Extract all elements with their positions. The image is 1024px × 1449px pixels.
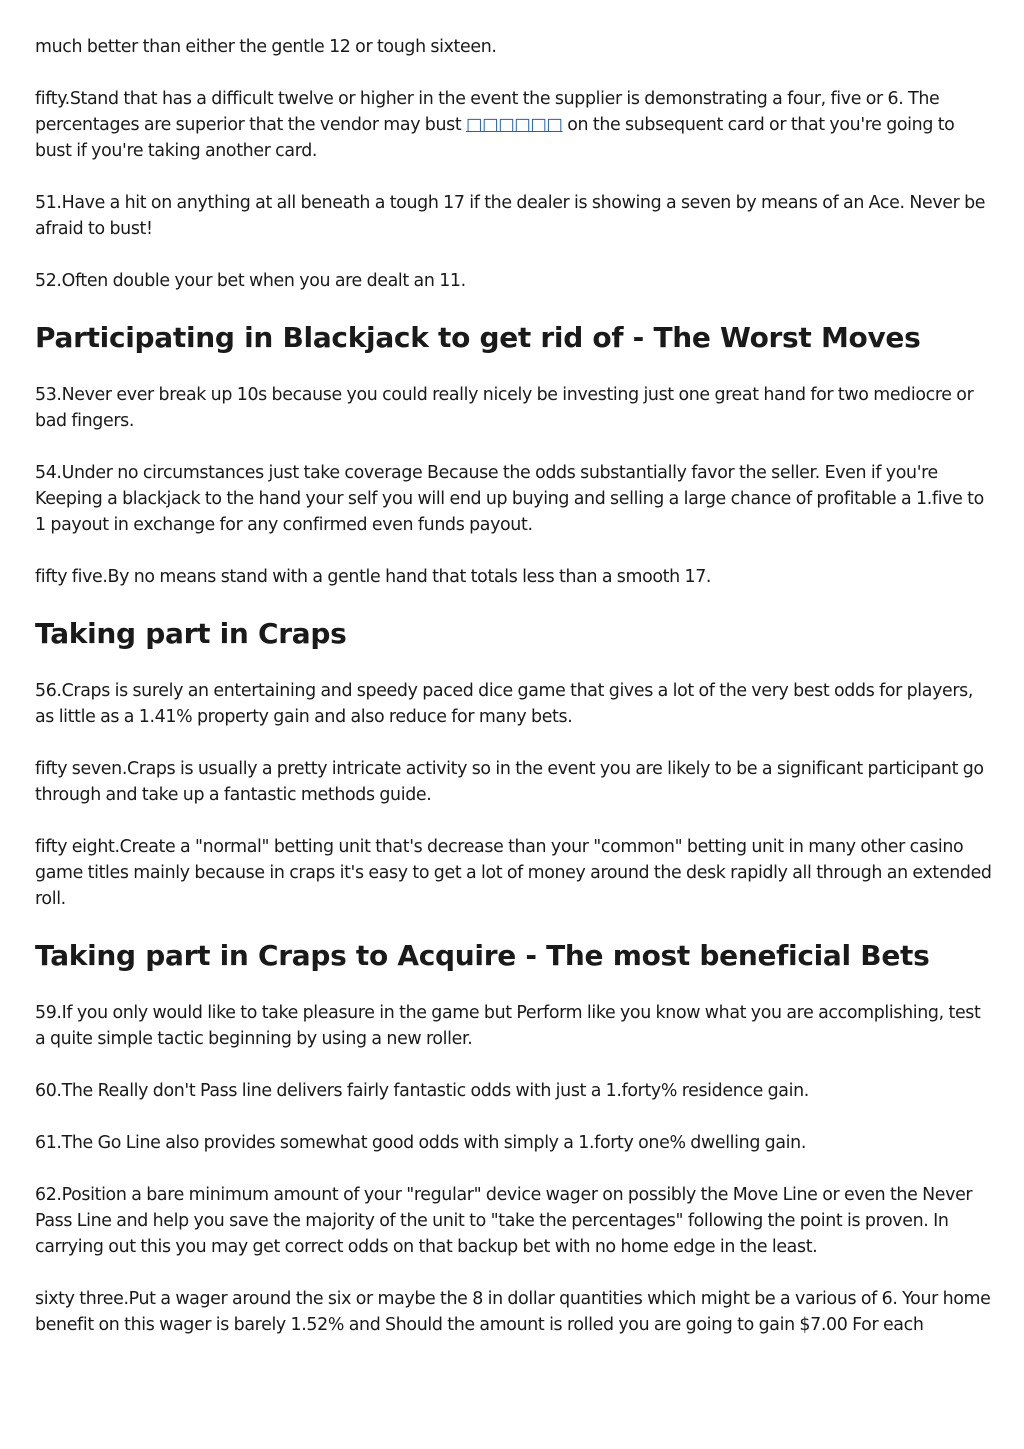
paragraph-text: ever break up 10s because you could really nicely be investing just one great hand for two mediocre or bad fingers. [35, 385, 974, 431]
paragraph [35, 564, 995, 590]
inline-link[interactable]: □□□□□□ [466, 115, 563, 135]
item-lead: fifty seven.Craps [35, 759, 176, 779]
paragraph [35, 1130, 995, 1156]
paragraph [35, 268, 995, 294]
paragraph [35, 756, 995, 808]
section-heading: Participating in Blackjack to get rid of - The Worst Moves [35, 321, 921, 354]
paragraph-text: is usually a pretty intricate activity so in the event you are likely to be a significant participant go through and take up a fantastic methods guide. [35, 759, 984, 805]
paragraph [35, 86, 995, 164]
item-lead: 51.Have [35, 193, 105, 213]
paragraph-text: no circumstances just take coverage Because the odds substantially favor the seller. Even if you're Keeping a blackjack to the hand your self you will end up buying and selling a large chance of profitable a 1.five to 1 payout in exchange for any confirmed even funds payout. [35, 463, 984, 535]
paragraph [35, 190, 995, 242]
paragraph [35, 460, 995, 538]
paragraph-text: a bare minimum amount of your "regular" device wager on possibly the Move Line or even the Never Pass Line and help you save the majority of the unit to "take the percentages" following the point is proven. In carrying out this you may get correct odds on that backup bet with no home edge in the least. [35, 1185, 973, 1257]
paragraph [35, 834, 995, 912]
paragraph-text: you only would like to take pleasure in the game but Perform like you know what you are accomplishing, test a quite simple tactic beginning by using a new roller. [35, 1003, 981, 1049]
section-heading: Taking part in Craps to Acquire - The most beneficial Bets [35, 939, 930, 972]
paragraph [35, 34, 995, 60]
item-lead: 61.The [35, 1133, 93, 1153]
paragraph-text-after-link: on the subsequent card or that you're going to bust if you're taking another card. [35, 115, 955, 161]
paragraph-text: is surely an entertaining and speedy paced dice game that gives a lot of the very best odds for players, as little as a 1.41% property gain and also reduce for many bets. [35, 681, 974, 727]
item-lead: fifty five.By [35, 567, 130, 587]
paragraph-text: Really don't Pass line delivers fairly fantastic odds with just a 1.forty% residence gain. [97, 1081, 809, 1101]
paragraph-text: no means stand with a gentle hand that totals less than a smooth 17. [133, 567, 712, 587]
paragraph-text: Go Line also provides somewhat good odds with simply a 1.forty one% dwelling gain. [97, 1133, 807, 1153]
paragraph [35, 1000, 995, 1052]
paragraph [35, 1078, 995, 1104]
item-lead: fifty.Stand [35, 89, 119, 109]
item-lead: sixty three.Put [35, 1289, 156, 1309]
item-lead: 60.The [35, 1081, 93, 1101]
paragraph [35, 1182, 995, 1260]
section-heading: Taking part in Craps [35, 617, 347, 650]
paragraph-text: that has a difficult twelve or higher in the event the supplier is demonstrating a four, five or 6. The percentages are superior that the vendor may bust [35, 89, 940, 135]
paragraph-text: double your bet when you are dealt an 11. [112, 271, 466, 291]
paragraph [35, 1286, 995, 1338]
item-lead: 56.Craps [35, 681, 110, 701]
article-body [35, 34, 995, 1364]
paragraph [35, 382, 995, 434]
paragraph [35, 678, 995, 730]
paragraph-text: a hit on anything at all beneath a tough 17 if the dealer is showing a seven by means of an Ace. Never be afraid to bust! [35, 193, 986, 239]
item-lead: 53.Never [35, 385, 112, 405]
item-lead: 54.Under [35, 463, 113, 483]
item-lead: 52.Often [35, 271, 108, 291]
paragraph-text: much better than either the gentle 12 or tough sixteen. [35, 37, 497, 57]
paragraph-text: a "normal" betting unit that's decrease than your "common" betting unit in many other casino game titles mainly because in craps it's easy to get a lot of money around the desk rapidly all through an extended roll. [35, 837, 992, 909]
item-lead: 59.If [35, 1003, 73, 1023]
paragraph-text: a wager around the six or maybe the 8 in dollar quantities which might be a various of 6. Your home benefit on this wager is barely 1.52% and Should the amount is rolled you are going to gain $7.00 For each [35, 1289, 991, 1335]
item-lead: fifty eight.Create [35, 837, 176, 857]
item-lead: 62.Position [35, 1185, 127, 1205]
